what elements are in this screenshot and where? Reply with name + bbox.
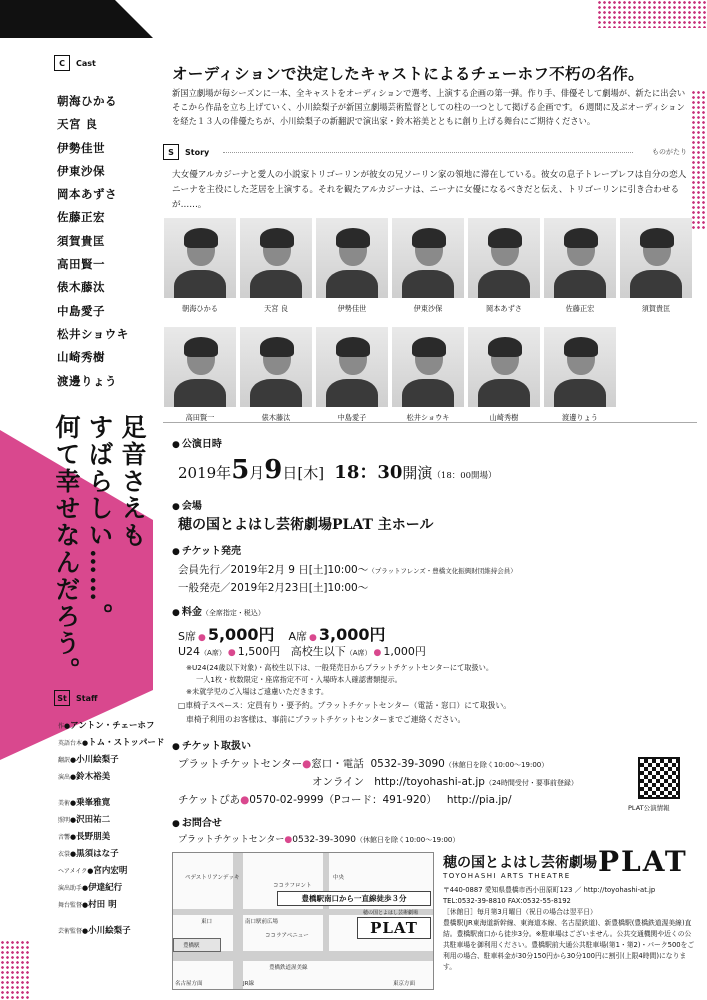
cast-photo-card bbox=[390, 327, 466, 432]
staff-name: 宮内宏明 bbox=[93, 866, 128, 876]
halftone-dots-top bbox=[597, 0, 707, 28]
plat-center-label: プラットチケットセンター bbox=[178, 758, 303, 770]
staff-row: 演出●鈴木裕美 bbox=[58, 772, 111, 782]
staff-box: St bbox=[54, 690, 70, 706]
member-presale bbox=[178, 562, 517, 577]
price-note: ※U24(24歳以下対象)・高校生以下は、一般発売日からプラットチケットセンターにて取扱い。 bbox=[186, 663, 494, 672]
member-presale-text: 会員先行／2019年2月 9 日[土]10:00〜 bbox=[178, 564, 369, 576]
venue-heading: ● 会場 bbox=[172, 501, 202, 512]
staff-name: 村田 明 bbox=[88, 900, 117, 910]
cast-box: C bbox=[54, 55, 70, 71]
map-plat-marker: PLAT bbox=[357, 917, 431, 939]
perf-day: 9 bbox=[264, 455, 283, 485]
staff-name: 小川絵梨子 bbox=[88, 926, 131, 936]
cast-photo-card bbox=[542, 327, 618, 432]
cast-photo-card bbox=[542, 218, 618, 323]
performance-date bbox=[178, 455, 497, 485]
a-seat-label: A席 bbox=[288, 630, 307, 643]
staff-name: 沢田祐二 bbox=[76, 815, 111, 825]
cast-photo-card bbox=[618, 218, 694, 323]
staff-row: 演出助手●伊達紀行 bbox=[58, 883, 123, 893]
perf-day-unit: 日 bbox=[282, 464, 298, 482]
portrait-photo bbox=[544, 218, 616, 298]
outlets-heading: ● チケット取扱い bbox=[172, 741, 251, 752]
portrait-photo bbox=[240, 218, 312, 298]
map-label: ペデストリアンデッキ bbox=[185, 875, 240, 881]
black-corner-band bbox=[0, 0, 153, 38]
photo-row bbox=[162, 327, 697, 432]
general-sale: 一般発売／2019年2月23日[土]10:00〜 bbox=[178, 582, 369, 594]
cast-name: 俵木藤汰 bbox=[57, 280, 105, 295]
plat-mode: 窓口・電話 bbox=[311, 758, 364, 770]
story-rule bbox=[223, 152, 633, 153]
map-rail bbox=[173, 951, 434, 961]
staff-name: 小川絵梨子 bbox=[76, 755, 119, 765]
poem-line: 何て幸せなんだろう。 bbox=[52, 414, 81, 684]
outlet-online bbox=[312, 774, 578, 789]
map-label: 豊橋鉄道渥美線 bbox=[269, 965, 308, 971]
staff-role: 衣裳 bbox=[58, 851, 71, 858]
intro-text: 新国立劇場が毎シーズンに一本、全キャストをオーディションで選考、上演する企画の第一弾。作り手、俳優そして劇場が、新たに出会いそこから作品を立ち上げていく、小川絵梨子が新国立劇場芸術監督としての柱の一つとして掲げる企画です。６週間に及ぶオーディションを経た１３人の俳優たちが、小川絵梨子の新翻訳で演出家・鈴木裕美とともに創り上げる舞台にご期待ください。 bbox=[172, 88, 686, 126]
access-map bbox=[172, 852, 434, 990]
staff-row: 美術●乗峯雅寛 bbox=[58, 798, 111, 808]
photo-caption: 山崎秀樹 bbox=[489, 413, 519, 422]
photo-caption: 渡邊りょう bbox=[562, 413, 598, 422]
photo-caption: 佐藤正宏 bbox=[565, 304, 595, 313]
staff-list bbox=[58, 718, 165, 940]
staff-row: 英語台本●トム・ストッパード bbox=[58, 738, 165, 748]
contact-heading: ● お問合せ bbox=[172, 818, 222, 829]
cast-label: Cast bbox=[76, 58, 96, 68]
outlet-pia: チケットぴあ●0570-02-9999（Pコード：491-920） http://pia.jp/ bbox=[178, 794, 512, 806]
plat-logo: PLAT bbox=[598, 845, 688, 878]
story-label: Story bbox=[185, 147, 210, 157]
map-label: 中央 bbox=[333, 875, 345, 881]
contact-tel: 0532-39-3090 bbox=[292, 835, 357, 845]
staff-row: 舞台監督●村田 明 bbox=[58, 900, 117, 910]
cast-photo-card bbox=[314, 327, 390, 432]
cast-name: 伊東沙保 bbox=[57, 163, 105, 178]
s-seat-price: 5,000円 bbox=[207, 625, 275, 644]
staff-role: 舞台監督 bbox=[58, 902, 83, 909]
cast-name: 須賀貴匡 bbox=[57, 233, 105, 248]
contact-head-text: お問合せ bbox=[181, 818, 222, 829]
venue-name: 穂の国とよはし芸術劇場PLAT 主ホール bbox=[178, 517, 434, 533]
map-label: JR線 bbox=[243, 981, 254, 987]
portrait-photo bbox=[468, 218, 540, 298]
online-label: オンライン bbox=[312, 776, 365, 788]
photo-caption: 俵木藤汰 bbox=[261, 413, 291, 422]
contact-label: プラットチケットセンター bbox=[178, 835, 285, 845]
perf-year: 2019年 bbox=[178, 464, 232, 482]
pia-tel: 0570-02-9999 bbox=[249, 794, 324, 806]
outlets-head-text: チケット取扱い bbox=[181, 741, 251, 752]
price-row-discount: U24（A席） ● 1,500円 高校生以下（A席） ● 1,000円 bbox=[178, 645, 426, 658]
cast-photo-card bbox=[314, 218, 390, 323]
cast-name: 高田賢一 bbox=[57, 257, 105, 272]
qr-caption: PLAT公演情報 bbox=[628, 804, 670, 812]
online-note: （24時間受付・要事前登録） bbox=[484, 779, 578, 787]
portrait-photo bbox=[392, 218, 464, 298]
map-label: 南口駅前広場 bbox=[245, 919, 279, 925]
cast-name: 天宮 良 bbox=[57, 117, 98, 132]
staff-row: 作●アントン・チェーホフ bbox=[58, 721, 155, 731]
hs-price: 1,000円 bbox=[383, 645, 426, 658]
perf-time: 18：30 bbox=[334, 462, 403, 483]
portrait-photo bbox=[316, 327, 388, 407]
cast-name: 朝海ひかる bbox=[57, 94, 117, 108]
photo-caption: 伊勢佳世 bbox=[337, 304, 367, 313]
pia-code: （Pコード：491-920） bbox=[323, 794, 437, 806]
staff-row: 音響●長野朋美 bbox=[58, 832, 111, 842]
staff-row: 衣裳●黒須はな子 bbox=[58, 849, 119, 859]
staff-role: 芸術監督 bbox=[58, 928, 83, 935]
staff-role: 照明 bbox=[58, 817, 71, 824]
online-url[interactable]: http://toyohashi-at.jp bbox=[374, 776, 485, 788]
map-label: 東口 bbox=[201, 919, 213, 925]
staff-section-tag bbox=[54, 690, 97, 706]
portrait-photo bbox=[240, 327, 312, 407]
staff-row: 照明●沢田祐二 bbox=[58, 815, 111, 825]
staff-role: 翻訳 bbox=[58, 757, 71, 764]
outlet-plat: プラットチケットセンター●窓口・電話 0532-39-3090（休館日を除く10:00〜19:00） bbox=[178, 758, 549, 770]
headline: オーディションで決定したキャストによるチェーホフ不朽の名作。 bbox=[172, 65, 644, 83]
portrait-photo bbox=[468, 327, 540, 407]
story-text: 大女優アルカジーナと愛人の小説家トリゴーリンが彼女の兄ソーリン家の領地に滞在している。彼女の息子トレープレフは自分の恋人ニーナを主役にした芝居を上演する。それを観たアルカジーナは、ニーナに女優になるべきだと伝え、トリゴーリンに引き合わせるが……。 bbox=[172, 170, 687, 210]
cast-name: 伊勢佳世 bbox=[57, 140, 105, 155]
cast-photo-card bbox=[466, 327, 542, 432]
portrait-photo bbox=[620, 218, 692, 298]
staff-row: 芸術監督●小川絵梨子 bbox=[58, 926, 131, 936]
staff-role: 演出 bbox=[58, 774, 71, 781]
a-seat-price: 3,000円 bbox=[318, 625, 386, 644]
staff-name: 伊達紀行 bbox=[88, 883, 123, 893]
price-row-main: S席 ● 5,000円 A席 ● 3,000円 bbox=[178, 625, 386, 644]
u24-note: （A席） bbox=[200, 649, 226, 657]
u24-label: U24 bbox=[178, 645, 201, 658]
wheelchair-note: □車椅子スペース：定員有り・要予約。プラットチケットセンター（電話・窓口）にて取扱い。 bbox=[178, 701, 512, 710]
staff-name: トム・ストッパード bbox=[88, 738, 165, 748]
cast-photo-card bbox=[238, 218, 314, 323]
pia-url[interactable]: http://pia.jp/ bbox=[446, 794, 512, 806]
plat-tel: 0532-39-3090 bbox=[370, 758, 445, 770]
price-note: ※未就学児のご入場はご遠慮いただきます。 bbox=[186, 687, 329, 696]
photo-caption: 須賀貴匡 bbox=[641, 304, 671, 313]
staff-role: 作 bbox=[58, 723, 65, 730]
perf-weekday: [木] bbox=[297, 464, 325, 482]
theatre-name: 穂の国とよはし芸術劇場 bbox=[443, 855, 597, 871]
price-note: 一人1枚・枚数限定・座席指定不可・入場時本人確認書類提示。 bbox=[196, 675, 402, 684]
perf-month-unit: 月 bbox=[249, 464, 265, 482]
staff-role: 英語台本 bbox=[58, 740, 83, 747]
staff-name: 長野朋美 bbox=[76, 832, 111, 842]
ticket-sale-heading: ● チケット発売 bbox=[172, 546, 241, 557]
price-heading: ● 料金（全席指定・税込） bbox=[172, 607, 265, 618]
halftone-dots-side bbox=[691, 90, 707, 230]
venue-head-text: 会場 bbox=[181, 501, 202, 512]
map-label: 名古屋方面 bbox=[175, 981, 203, 987]
cast-photo-card bbox=[162, 327, 238, 432]
photo-caption: 朝海ひかる bbox=[182, 304, 218, 313]
hs-label: 高校生以下 bbox=[290, 645, 346, 658]
price-head-text: 料金 bbox=[181, 607, 202, 618]
photo-caption: 松井ショウキ bbox=[406, 413, 450, 422]
cast-list bbox=[57, 90, 147, 393]
left-column bbox=[0, 0, 165, 1000]
portrait-photo bbox=[392, 327, 464, 407]
cast-photo-card bbox=[390, 218, 466, 323]
staff-name: 鈴木裕美 bbox=[76, 772, 111, 782]
contact-hours: （休館日を除く10:00〜19:00） bbox=[356, 836, 460, 844]
cast-photo-card bbox=[162, 218, 238, 323]
poem-line: 足音さえも bbox=[118, 414, 147, 549]
photo-caption: 岡本あずさ bbox=[486, 304, 522, 313]
portrait-photo bbox=[544, 327, 616, 407]
cast-photo-card bbox=[238, 327, 314, 432]
cast-name: 中島愛子 bbox=[57, 303, 105, 318]
staff-role: ヘアメイク bbox=[58, 868, 88, 875]
photo-row bbox=[162, 218, 697, 323]
cast-name: 渡邊りょう bbox=[57, 373, 117, 388]
theatre-access: 豊橋駅(JR東海道新幹線、東海道本線、名古屋鉄道)、新豊橋駅(豊橋鉄道渥美線)直結。豊橋駅南口から徒歩3分。※駐車場はございません。公共交通機関や近くの公共駐車場を御利用ください。豊橋駅前大通公共駐車場(第1・第2)・パーク500をご利用の場合、駐車料金が30分150円から30分100円に割引(上限4時間)になります。 bbox=[443, 919, 695, 971]
staff-role: 演出助手 bbox=[58, 885, 83, 892]
staff-name: 乗峯雅寛 bbox=[76, 798, 111, 808]
contact-line: プラットチケットセンター●0532-39-3090（休館日を除く10:00〜19:00） bbox=[178, 835, 460, 845]
cast-photo-card bbox=[466, 218, 542, 323]
theatre-closed-day: ［休館日］毎月第3月曜日（祝日の場合は翌平日） bbox=[443, 908, 597, 916]
perf-open: （18：00開場） bbox=[432, 471, 497, 481]
s-seat-label: S席 bbox=[178, 630, 196, 643]
map-label: 豊橋駅 bbox=[183, 943, 200, 949]
map-plat-sublabel: 穂の国とよはし芸術劇場 bbox=[363, 910, 419, 916]
story-yomi: ものがたり bbox=[652, 148, 687, 156]
qr-code-icon[interactable] bbox=[638, 757, 680, 799]
cast-photo-grid bbox=[162, 218, 697, 436]
staff-row: ヘアメイク●宮内宏明 bbox=[58, 866, 128, 876]
plat-hours: （休館日を除く10:00〜19:00） bbox=[444, 761, 549, 769]
cast-name: 佐藤正宏 bbox=[57, 210, 105, 225]
story-header bbox=[163, 144, 693, 160]
map-route-label: 豊橋駅南口から一直線徒歩３分 bbox=[277, 891, 431, 906]
portrait-photo bbox=[164, 327, 236, 407]
portrait-photo bbox=[316, 218, 388, 298]
pia-label: チケットぴあ bbox=[178, 794, 241, 806]
theatre-english-name: TOYOHASHI ARTS THEATRE bbox=[443, 872, 571, 880]
perf-month: 5 bbox=[231, 455, 250, 485]
cast-section-tag bbox=[54, 55, 96, 71]
poem-line: すばらしい……。 bbox=[85, 414, 114, 630]
performance-heading: ● 公演日時 bbox=[172, 439, 222, 450]
cast-name: 山崎秀樹 bbox=[57, 350, 105, 365]
hs-note: （A席） bbox=[345, 649, 372, 657]
story-box: S bbox=[163, 144, 179, 160]
section-divider bbox=[163, 422, 697, 423]
story-section-tag bbox=[163, 144, 209, 160]
staff-name: アントン・チェーホフ bbox=[70, 721, 155, 731]
cast-name: 岡本あずさ bbox=[57, 187, 117, 202]
portrait-photo bbox=[164, 218, 236, 298]
theatre-info bbox=[443, 885, 697, 973]
vertical-poem bbox=[50, 414, 149, 684]
staff-role: 美術 bbox=[58, 800, 71, 807]
theatre-address: 〒440-0887 愛知県豊橋市西小田原町123 ／ http://toyohashi-at.jp bbox=[443, 886, 656, 894]
staff-row: 翻訳●小川絵梨子 bbox=[58, 755, 119, 765]
photo-caption: 高田賢一 bbox=[185, 413, 215, 422]
halftone-dots-bottom bbox=[0, 940, 30, 1000]
wheelchair-note: 車椅子利用のお客様は、事前にプラットチケットセンターまでご連絡ください。 bbox=[186, 715, 466, 724]
photo-caption: 天宮 良 bbox=[264, 304, 288, 313]
map-label: ココラアベニュー bbox=[265, 933, 309, 939]
photo-caption: 伊東沙保 bbox=[413, 304, 443, 313]
price-head-note: （全席指定・税込） bbox=[201, 609, 265, 617]
theatre-phone: TEL:0532-39-8810 FAX:0532-55-8192 bbox=[443, 897, 571, 905]
ticket-sale-head-text: チケット発売 bbox=[181, 546, 241, 557]
staff-name: 黒須はな子 bbox=[76, 849, 119, 859]
member-presale-note: （プラットフレンズ・豊橋文化振興財団維持会員） bbox=[368, 567, 517, 575]
staff-label: Staff bbox=[76, 693, 98, 703]
performance-head-text: 公演日時 bbox=[181, 439, 222, 450]
photo-caption: 中島愛子 bbox=[337, 413, 367, 422]
map-label: 東京方面 bbox=[393, 981, 416, 987]
map-label: ココラフロント bbox=[273, 883, 312, 889]
staff-role: 音響 bbox=[58, 834, 71, 841]
perf-time-unit: 開演 bbox=[402, 464, 433, 482]
u24-price: 1,500円 bbox=[237, 645, 281, 658]
cast-name: 松井ショウキ bbox=[57, 326, 129, 341]
